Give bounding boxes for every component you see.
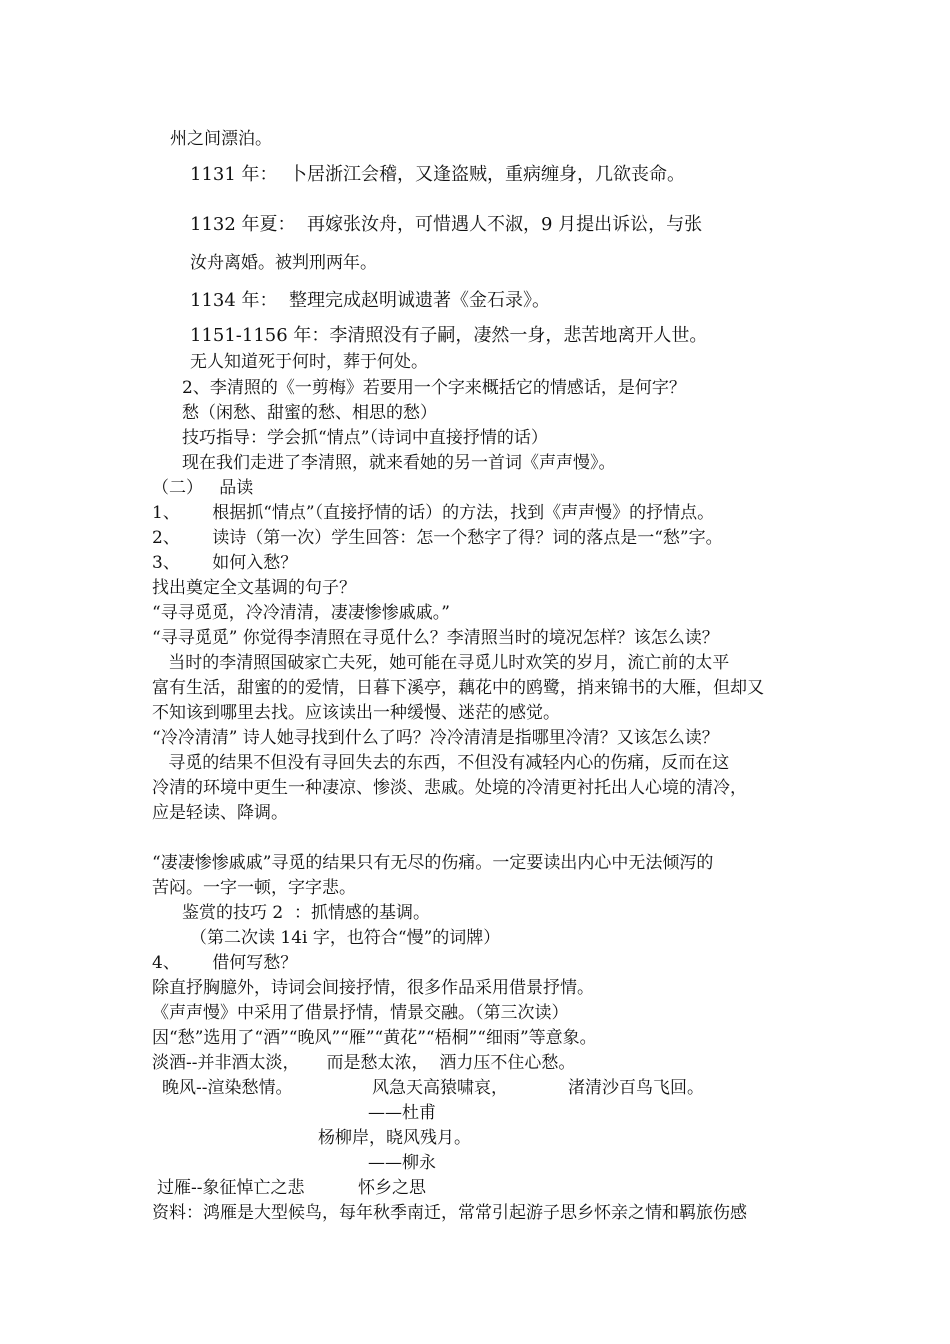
text-line: 淡酒--并非酒太淡， 而是愁太浓， 酒力压不住心愁。 [152,1053,576,1073]
text-line: 除直抒胸臆外，诗词会间接抒情，很多作品采用借景抒情。 [152,978,594,998]
timeline-1151: 1151-1156 年：李清照没有子嗣，凄然一身，悲苦地离开人世。 [190,325,708,346]
section-heading: （二） 品读 [152,478,254,498]
text-line: 晚风--渲染愁情。 [162,1078,293,1098]
text-line: 汝舟离婚。被判刑两年。 [190,253,377,273]
text-line: 苦闷。一字一顿，字字悲。 [152,878,356,898]
text-line: （第二次读 14i 字，也符合“慢”的词牌） [190,928,501,948]
timeline-1131: 1131 年： 卜居浙江会稽，又逢盗贼，重病缠身，几欲丧命。 [190,164,685,185]
text-line: “寻寻觅觅” 你觉得李清照在寻觅什么？李清照当时的境况怎样？该怎么读？ [152,628,719,648]
text-line: “凄凄惨惨戚戚”寻觅的结果只有无尽的伤痛。一定要读出内心中无法倾泻的 [152,853,714,873]
text-line: 当时的李清照国破家亡夫死，她可能在寻觅儿时欢笑的岁月，流亡前的太平 [152,653,730,673]
poem-author: ——柳永 [368,1153,436,1173]
text-line: 应是轻读、降调。 [152,803,288,823]
text-line: 愁（闲愁、甜蜜的愁、相思的愁） [182,403,437,423]
poem-line: 风急天高猿啸哀， [372,1078,508,1098]
text-line: 州之间漂泊。 [170,129,272,149]
text-line: 找出奠定全文基调的句子？ [152,578,356,598]
poem-line: 杨柳岸，晓风残月。 [318,1128,471,1148]
list-item-4: 4、 借何写愁？ [152,953,298,973]
timeline-1134: 1134 年： 整理完成赵明诚遗著《金石录》。 [190,290,550,311]
text-line: 资料：鸿雁是大型候鸟，每年秋季南迁，常常引起游子思乡怀亲之情和羁旅伤感 [152,1203,747,1223]
text-line: 因“愁”选用了“酒”“晚风”“雁”“黄花”“梧桐”“细雨”等意象。 [152,1028,597,1048]
text-line: 富有生活，甜蜜的的爱情，日暮下溪亭，藕花中的鸥鹭，捎来锦书的大雁，但却又 [152,678,764,698]
text-line: 冷清的环境中更生一种凄凉、惨淡、悲戚。处境的冷清更衬托出人心境的清冷， [152,778,747,798]
text-line: 技巧指导：学会抓“情点”（诗词中直接抒情的话） [182,428,548,448]
text-line: 现在我们走进了李清照，就来看她的另一首词《声声慢》。 [182,453,616,473]
list-item-1: 1、 根据抓“情点”（直接抒情的话）的方法，找到《声声慢》的抒情点。 [152,503,715,523]
text-line: 《声声慢》中采用了借景抒情，情景交融。（第三次读） [152,1003,569,1023]
text-line: 鉴赏的技巧 2 ：抓情感的基调。 [182,903,431,923]
list-item-2: 2、 读诗（第一次）学生回答：怎一个愁字了得？词的落点是一“愁”字。 [152,528,723,548]
text-line: “冷冷清清” 诗人她寻找到什么了吗？冷冷清清是指哪里冷清？又该怎么读？ [152,728,719,748]
text-line: 怀乡之思 [358,1178,426,1198]
text-line: 不知该到哪里去找。应该读出一种缓慢、迷茫的感觉。 [152,703,560,723]
text-line: 过雁--象征悼亡之悲 [157,1178,305,1198]
poem-line: 渚清沙百鸟飞回。 [568,1078,704,1098]
quote-line: “寻寻觅觅，冷冷清清，凄凄惨惨戚戚。” [152,603,450,623]
text-line: 无人知道死于何时，葬于何处。 [190,352,428,372]
timeline-1132: 1132 年夏： 再嫁张汝舟，可惜遇人不淑，9 月提出诉讼，与张 [190,214,703,235]
poem-author: ——杜甫 [368,1103,436,1123]
text-line: 寻觅的结果不但没有寻回失去的东西，不但没有减轻内心的伤痛，反而在这 [152,753,730,773]
list-item-3: 3、 如何入愁？ [152,553,298,573]
question-2: 2、李清照的《一剪梅》若要用一个字来概括它的情感话，是何字？ [182,378,686,398]
